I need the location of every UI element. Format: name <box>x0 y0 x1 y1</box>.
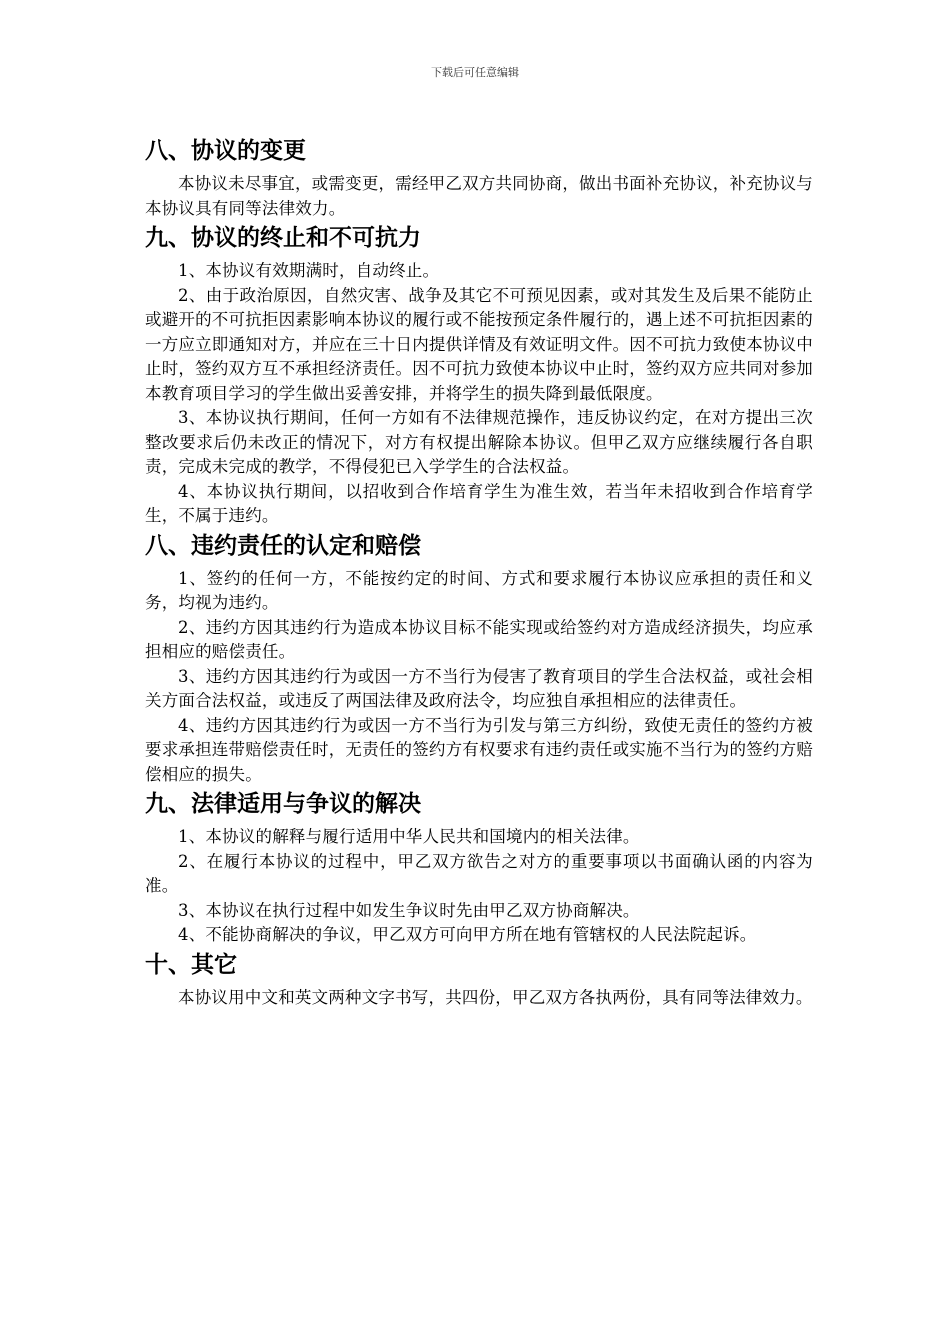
paragraph: 4、违约方因其违约行为或因一方不当行为引发与第三方纠纷，致使无责任的签约方被要求承担连带赔偿责任时，无责任的签约方有权要求有违约责任或实施不当行为的签约方赔偿相应的损失。 <box>145 715 813 784</box>
paragraph: 3、本协议在执行过程中如发生争议时先由甲乙双方协商解决。 <box>178 900 640 920</box>
page-header: 下载后可任意编辑 <box>431 66 519 79</box>
paragraph: 本协议用中文和英文两种文字书写，共四份，甲乙双方各执两份，具有同等法律效力。 <box>178 987 813 1007</box>
section-liability <box>145 529 813 788</box>
section-title: 八、违约责任的认定和赔偿 <box>145 532 421 559</box>
paragraph: 4、本协议执行期间，以招收到合作培育学生为准生效，若当年未招收到合作培育学生，不属于违约。 <box>145 481 813 525</box>
paragraph: 3、本协议执行期间，任何一方如有不法律规范操作，违反协议约定，在对方提出三次整改要求后仍未改正的情况下，对方有权提出解除本协议。但甲乙双方应继续履行各自职责，完成未完成的教学，不得侵犯已入学学生的合法权益。 <box>145 408 813 476</box>
document-body <box>145 134 813 1010</box>
paragraph: 本协议未尽事宜，或需变更，需经甲乙双方共同协商，做出书面补充协议，补充协议与本协议具有同等法律效力。 <box>145 174 813 218</box>
paragraph: 1、本协议的解释与履行适用中华人民共和国境内的相关法律。 <box>178 827 640 846</box>
section-amendment <box>145 134 813 221</box>
section-title: 九、协议的终止和不可抗力 <box>145 225 421 251</box>
section-title: 八、协议的变更 <box>145 138 306 164</box>
paragraph: 3、违约方因其违约行为或因一方不当行为侵害了教育项目的学生合法权益，或社会相关方面合法权益，或违反了两国法律及政府法令，均应独自承担相应的法律责任。 <box>145 666 813 710</box>
paragraph: 1、本协议有效期满时，自动终止。 <box>178 261 440 280</box>
section-termination <box>145 221 813 529</box>
paragraph: 2、在履行本协议的过程中，甲乙双方欲告之对方的重要事项以书面确认函的内容为准。 <box>145 851 813 895</box>
paragraph: 2、由于政治原因，自然灾害、战争及其它不可预见因素，或对其发生及后果不能防止或避开的不可抗拒因素影响本协议的履行或不能按预定条件履行的，遇上述不可抗拒因素的一方应立即通知对方，并应在三十日内提供详情及有效证明文件。因不可抗力致使本协议中止时，签约双方互不承担经济责任。因不可抗力致使本协议中止时，签约双方应共同对参加本教育项目学习的学生做出妥善安排，并将学生的损失降到最低限度。 <box>145 285 813 403</box>
paragraph: 1、签约的任何一方，不能按约定的时间、方式和要求履行本协议应承担的责任和义务，均视为违约。 <box>145 568 813 612</box>
paragraph: 4、不能协商解决的争议，甲乙双方可向甲方所在地有管辖权的人民法院起诉。 <box>178 925 757 944</box>
section-governing-law <box>145 787 813 948</box>
paragraph: 2、违约方因其违约行为造成本协议目标不能实现或给签约对方造成经济损失，均应承担相应的赔偿责任。 <box>145 617 813 661</box>
section-other <box>145 948 813 1011</box>
section-title: 九、法律适用与争议的解决 <box>145 791 421 817</box>
section-title: 十、其它 <box>145 951 237 978</box>
